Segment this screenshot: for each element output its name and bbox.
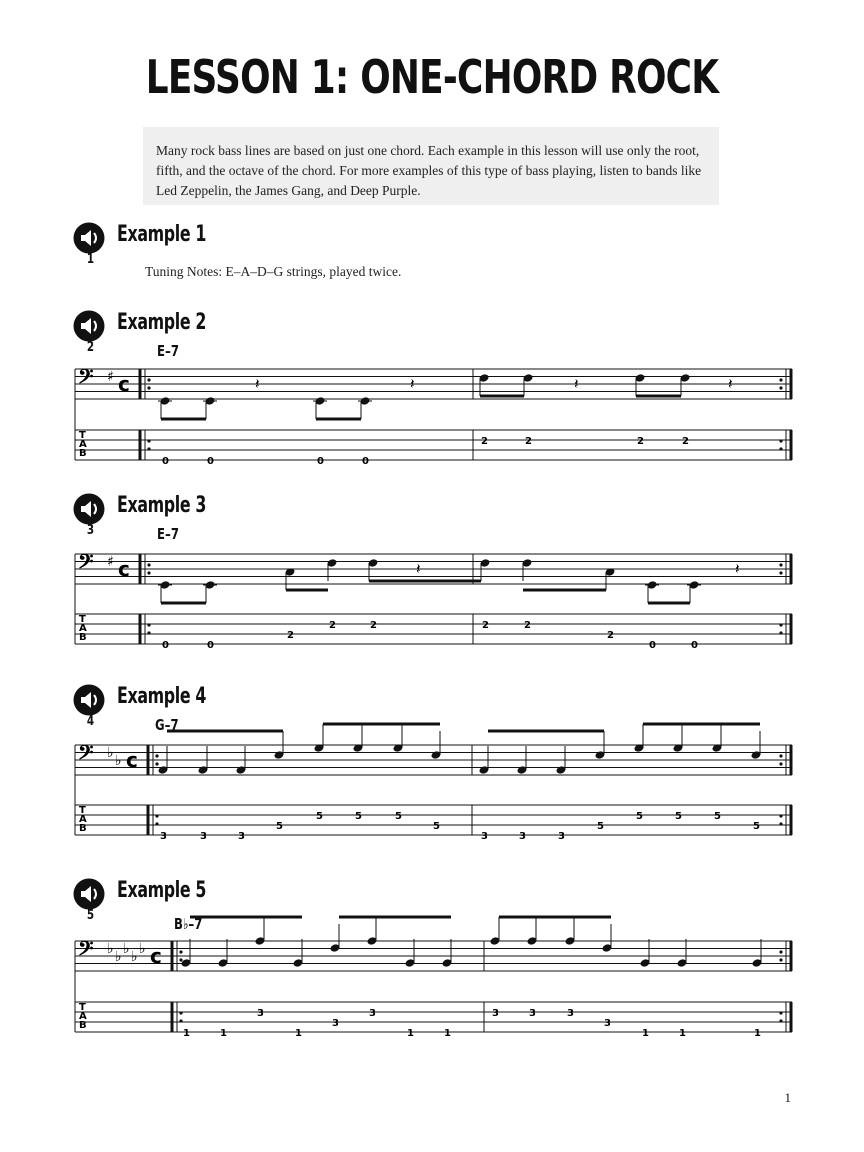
note-head [565,936,576,946]
track-number: 5 [86,908,95,923]
track-number: 1 [86,252,95,267]
speaker-icon[interactable] [73,222,105,254]
track-number: 2 [86,340,95,355]
tuning-note: Tuning Notes: E–A–D–G strings, played twice. [145,264,402,279]
tab-fret-number: 1 [220,1028,227,1039]
tab-clef-letter: B [79,823,87,834]
repeat-dot [779,563,782,566]
tab-fret-number: 2 [525,436,532,447]
note-head [479,765,490,775]
note-head [442,958,453,968]
tab-fret-number: 3 [492,1008,499,1019]
repeat-dot [779,822,782,825]
note-head [218,958,229,968]
tab-fret-number: 2 [682,436,689,447]
note-head [160,396,171,406]
tab-fret-number: 0 [207,640,214,651]
note-head [680,373,691,383]
bass-clef: 𝄢 [78,365,94,393]
tab-fret-number: 5 [355,811,362,822]
tab-fret-number: 5 [433,821,440,832]
note-head [314,743,325,753]
tab-fret-number: 1 [754,1028,761,1039]
note-head [236,765,247,775]
repeat-dot [147,378,150,381]
note-head [315,396,326,406]
repeat-dot [147,623,150,626]
tab-fret-number: 3 [558,831,565,842]
speaker-icon[interactable] [73,878,105,910]
tab-fret-number: 0 [649,640,656,651]
note-head [602,943,613,953]
note-head [181,958,192,968]
tab-fret-number: 2 [607,630,614,641]
note-head [293,958,304,968]
tab-clef-letter: A [79,623,87,634]
tab-fret-number: 5 [276,821,283,832]
key-accidental: ♭ [115,753,122,769]
tab-fret-number: 5 [316,811,323,822]
note-head [205,580,216,590]
tab-fret-number: 3 [519,831,526,842]
tab-fret-number: 5 [597,821,604,832]
tab-fret-number: 1 [444,1028,451,1039]
note-head [752,958,763,968]
speaker-icon[interactable] [73,684,105,716]
repeat-dot [779,1011,782,1014]
key-accidental: ♭ [115,949,122,965]
note-head [431,750,442,760]
tab-fret-number: 3 [332,1018,339,1029]
bass-clef: 𝄢 [78,741,94,769]
note-head [647,580,658,590]
tab-fret-number: 1 [295,1028,302,1039]
repeat-dot [179,1011,182,1014]
example-title: Example 1 [117,222,207,247]
repeat-dot [779,386,782,389]
bass-clef: 𝄢 [78,937,94,965]
tab-fret-number: 3 [200,831,207,842]
repeat-dot [147,386,150,389]
tab-fret-number: 2 [481,436,488,447]
note-head [689,580,700,590]
tab-fret-number: 2 [482,620,489,631]
tab-fret-number: 0 [691,640,698,651]
tab-clef-letter: B [79,1020,87,1031]
repeat-dot [155,762,158,765]
tab-clef-letter: B [79,632,87,643]
note-head [405,958,416,968]
quarter-rest: 𝄽 [416,560,421,578]
repeat-dot [147,631,150,634]
tab-clef-letter: A [79,1011,87,1022]
note-head [160,580,171,590]
tab-clef-letter: T [79,805,86,816]
note-head [517,765,528,775]
note-head [595,750,606,760]
repeat-dot [779,623,782,626]
note-head [327,558,338,568]
note-head [255,936,266,946]
repeat-dot [155,822,158,825]
repeat-dot [147,563,150,566]
note-head [198,765,209,775]
time-signature: c [118,557,130,581]
tab-fret-number: 3 [369,1008,376,1019]
note-head [556,765,567,775]
tab-clef-letter: B [79,448,87,459]
time-signature: c [126,748,138,772]
repeat-dot [779,571,782,574]
tab-clef-letter: T [79,614,86,625]
example-title: Example 2 [117,310,207,335]
tab-clef-letter: A [79,814,87,825]
repeat-dot [155,814,158,817]
note-head [640,958,651,968]
tab-fret-number: 3 [257,1008,264,1019]
tab-fret-number: 5 [395,811,402,822]
note-head [393,743,404,753]
tab-fret-number: 2 [370,620,377,631]
example-title: Example 4 [117,684,207,709]
note-head [635,373,646,383]
key-accidental: ♭ [107,745,114,761]
tab-fret-number: 0 [162,640,169,651]
tab-clef-letter: A [79,439,87,450]
quarter-rest: 𝄽 [728,375,733,393]
bass-clef: 𝄢 [78,550,94,578]
key-accidental: ♭ [139,941,146,957]
key-accidental: ♭ [107,941,114,957]
repeat-dot [179,950,182,953]
chord-symbol: G–7 [155,716,179,734]
time-signature: c [150,944,162,968]
repeat-dot [779,631,782,634]
tab-fret-number: 1 [642,1028,649,1039]
page-number: 1 [784,1090,791,1105]
key-accidental: ♯ [107,554,114,570]
chord-symbol: E–7 [157,342,179,360]
tab-clef-letter: T [79,430,86,441]
note-head [522,558,533,568]
repeat-dot [147,447,150,450]
tab-fret-number: 5 [675,811,682,822]
repeat-dot [179,958,182,961]
note-head [330,943,341,953]
repeat-dot [779,762,782,765]
key-accidental: ♭ [123,941,130,957]
example-title: Example 3 [117,493,207,518]
tab-fret-number: 3 [481,831,488,842]
note-head [368,558,379,568]
tab-fret-number: 3 [567,1008,574,1019]
note-head [527,936,538,946]
tab-fret-number: 3 [529,1008,536,1019]
repeat-dot [779,814,782,817]
tab-fret-number: 0 [362,456,369,467]
repeat-dot [779,1019,782,1022]
note-head [480,558,491,568]
note-head [673,743,684,753]
note-head [634,743,645,753]
page-title: LESSON 1: ONE-CHORD ROCK [145,50,719,104]
quarter-rest: 𝄽 [410,375,415,393]
time-signature: c [118,372,130,396]
tab-fret-number: 2 [287,630,294,641]
speaker-icon[interactable] [73,310,105,342]
tab-fret-number: 0 [207,456,214,467]
repeat-dot [779,439,782,442]
quarter-rest: 𝄽 [574,375,579,393]
repeat-dot [147,439,150,442]
repeat-dot [779,754,782,757]
note-head [712,743,723,753]
note-head [367,936,378,946]
tab-fret-number: 1 [679,1028,686,1039]
repeat-dot [179,1019,182,1022]
tab-fret-number: 3 [604,1018,611,1029]
track-number: 4 [86,714,95,729]
note-head [605,567,616,577]
tab-fret-number: 0 [317,456,324,467]
quarter-rest: 𝄽 [735,560,740,578]
repeat-dot [155,754,158,757]
repeat-dot [779,950,782,953]
tab-fret-number: 2 [637,436,644,447]
repeat-dot [779,447,782,450]
tab-fret-number: 0 [162,456,169,467]
note-head [360,396,371,406]
note-head [205,396,216,406]
tab-clef-letter: T [79,1002,86,1013]
tab-fret-number: 3 [160,831,167,842]
repeat-dot [147,571,150,574]
tab-fret-number: 1 [407,1028,414,1039]
note-head [353,743,364,753]
quarter-rest: 𝄽 [255,375,260,393]
key-accidental: ♭ [131,949,138,965]
note-head [677,958,688,968]
tab-fret-number: 5 [636,811,643,822]
tab-fret-number: 2 [329,620,336,631]
repeat-dot [779,378,782,381]
tab-fret-number: 3 [238,831,245,842]
intro-text-box: Many rock bass lines are based on just one chord. Each example in this lesson will use only the root, fifth, and the octave of the chord. For more examples of this type of bass playing, listen to bands like Led Zeppelin, the James Gang, and Deep Purple. [143,127,719,205]
note-head [274,750,285,760]
note-head [479,373,490,383]
key-accidental: ♯ [107,369,114,385]
note-head [490,936,501,946]
chord-symbol: B♭–7 [174,915,203,933]
note-head [523,373,534,383]
tab-fret-number: 2 [524,620,531,631]
note-head [285,567,296,577]
tab-fret-number: 5 [753,821,760,832]
example-title: Example 5 [117,878,207,903]
track-number: 3 [86,523,95,538]
repeat-dot [779,958,782,961]
chord-symbol: E–7 [157,525,179,543]
tab-fret-number: 5 [714,811,721,822]
note-head [751,750,762,760]
speaker-icon[interactable] [73,493,105,525]
note-head [158,765,169,775]
tab-fret-number: 1 [183,1028,190,1039]
